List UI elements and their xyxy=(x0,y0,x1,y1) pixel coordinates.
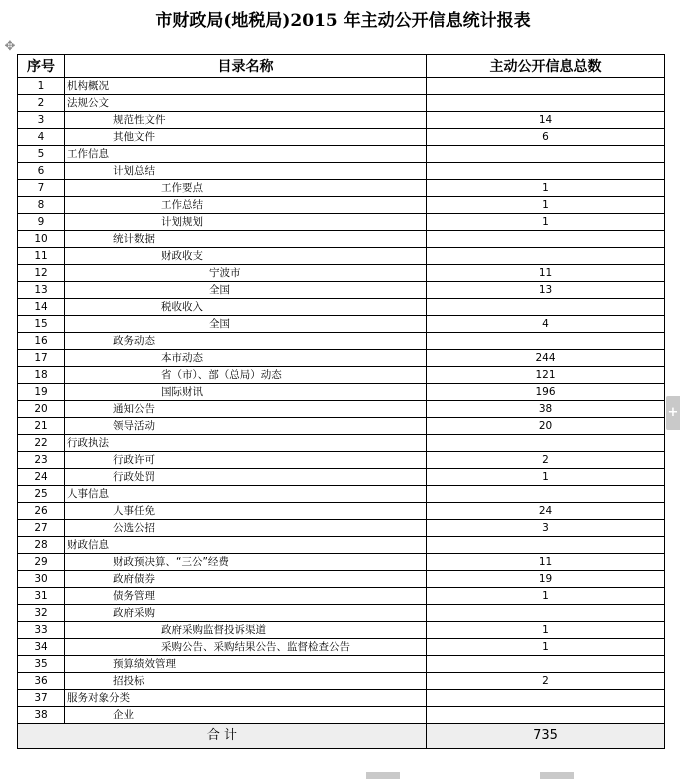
row-seq: 4 xyxy=(18,129,65,146)
plus-icon[interactable]: + xyxy=(666,396,680,430)
row-count xyxy=(427,248,665,265)
report-title: 市财政局(地税局)2015 年主动公开信息统计报表 xyxy=(155,11,531,31)
row-seq: 18 xyxy=(18,367,65,384)
row-count: 2 xyxy=(427,673,665,690)
total-label: 合 计 xyxy=(18,724,427,749)
row-seq: 30 xyxy=(18,571,65,588)
table-header-row xyxy=(18,55,665,78)
row-name: 税收收入 xyxy=(65,299,427,316)
table-body xyxy=(18,78,665,724)
row-seq: 11 xyxy=(18,248,65,265)
table-row xyxy=(18,384,665,401)
row-name: 通知公告 xyxy=(65,401,427,418)
row-seq: 15 xyxy=(18,316,65,333)
table-row xyxy=(18,214,665,231)
row-seq: 31 xyxy=(18,588,65,605)
table-row xyxy=(18,197,665,214)
row-seq: 2 xyxy=(18,95,65,112)
table-row xyxy=(18,707,665,724)
row-count: 3 xyxy=(427,520,665,537)
table-row xyxy=(18,418,665,435)
row-name: 省（市）、部（总局）动态 xyxy=(65,367,427,384)
row-seq: 25 xyxy=(18,486,65,503)
row-name: 企业 xyxy=(65,707,427,724)
row-count xyxy=(427,486,665,503)
table-row xyxy=(18,78,665,95)
row-seq: 35 xyxy=(18,656,65,673)
row-name: 工作信息 xyxy=(65,146,427,163)
row-name: 宁波市 xyxy=(65,265,427,282)
table-row xyxy=(18,112,665,129)
table-row xyxy=(18,605,665,622)
row-name: 政府债券 xyxy=(65,571,427,588)
table-row xyxy=(18,282,665,299)
row-count xyxy=(427,95,665,112)
row-name: 机构概况 xyxy=(65,78,427,95)
row-name: 统计数据 xyxy=(65,231,427,248)
row-name: 财政收支 xyxy=(65,248,427,265)
table-row xyxy=(18,316,665,333)
row-count: 1 xyxy=(427,214,665,231)
row-name: 公选公招 xyxy=(65,520,427,537)
table-row xyxy=(18,350,665,367)
row-count: 244 xyxy=(427,350,665,367)
table-row xyxy=(18,588,665,605)
row-count: 14 xyxy=(427,112,665,129)
row-count: 11 xyxy=(427,554,665,571)
row-seq: 7 xyxy=(18,180,65,197)
row-name: 规范性文件 xyxy=(65,112,427,129)
row-name: 法规公文 xyxy=(65,95,427,112)
row-name: 服务对象分类 xyxy=(65,690,427,707)
table-row xyxy=(18,673,665,690)
row-count xyxy=(427,163,665,180)
row-seq: 12 xyxy=(18,265,65,282)
row-count: 11 xyxy=(427,265,665,282)
table-row xyxy=(18,452,665,469)
row-seq: 21 xyxy=(18,418,65,435)
table-row xyxy=(18,503,665,520)
row-name: 债务管理 xyxy=(65,588,427,605)
table-row xyxy=(18,265,665,282)
table-row xyxy=(18,622,665,639)
row-count: 196 xyxy=(427,384,665,401)
row-name: 工作要点 xyxy=(65,180,427,197)
row-seq: 1 xyxy=(18,78,65,95)
row-count: 1 xyxy=(427,639,665,656)
row-name: 行政执法 xyxy=(65,435,427,452)
row-name: 计划规划 xyxy=(65,214,427,231)
row-name: 采购公告、采购结果公告、监督检查公告 xyxy=(65,639,427,656)
row-seq: 5 xyxy=(18,146,65,163)
table-row xyxy=(18,180,665,197)
row-seq: 3 xyxy=(18,112,65,129)
row-name: 国际财讯 xyxy=(65,384,427,401)
table-row xyxy=(18,520,665,537)
row-count: 4 xyxy=(427,316,665,333)
row-count: 20 xyxy=(427,418,665,435)
row-seq: 33 xyxy=(18,622,65,639)
row-name: 政府采购 xyxy=(65,605,427,622)
row-seq: 24 xyxy=(18,469,65,486)
table-row xyxy=(18,401,665,418)
table-row xyxy=(18,656,665,673)
table-row xyxy=(18,299,665,316)
table-row xyxy=(18,469,665,486)
table-row xyxy=(18,248,665,265)
table-row xyxy=(18,95,665,112)
row-seq: 16 xyxy=(18,333,65,350)
row-seq: 10 xyxy=(18,231,65,248)
row-name: 政务动态 xyxy=(65,333,427,350)
row-seq: 17 xyxy=(18,350,65,367)
row-name: 本市动态 xyxy=(65,350,427,367)
row-seq: 8 xyxy=(18,197,65,214)
row-seq: 32 xyxy=(18,605,65,622)
row-name: 行政处罚 xyxy=(65,469,427,486)
row-name: 领导活动 xyxy=(65,418,427,435)
row-name: 其他文件 xyxy=(65,129,427,146)
table-row xyxy=(18,367,665,384)
row-name: 行政许可 xyxy=(65,452,427,469)
table-row xyxy=(18,146,665,163)
statistics-table xyxy=(17,54,665,749)
row-seq: 22 xyxy=(18,435,65,452)
row-count: 1 xyxy=(427,180,665,197)
table-row xyxy=(18,129,665,146)
row-count: 121 xyxy=(427,367,665,384)
row-seq: 37 xyxy=(18,690,65,707)
table-row xyxy=(18,231,665,248)
row-name: 全国 xyxy=(65,282,427,299)
row-count xyxy=(427,299,665,316)
row-name: 工作总结 xyxy=(65,197,427,214)
table-row xyxy=(18,163,665,180)
row-seq: 36 xyxy=(18,673,65,690)
row-seq: 13 xyxy=(18,282,65,299)
move-arrows-icon[interactable]: ✥ xyxy=(4,39,16,54)
row-count xyxy=(427,605,665,622)
row-count: 24 xyxy=(427,503,665,520)
minus-icon[interactable] xyxy=(366,772,400,779)
row-seq: 38 xyxy=(18,707,65,724)
table-row xyxy=(18,435,665,452)
row-name: 全国 xyxy=(65,316,427,333)
total-value: 735 xyxy=(427,724,665,749)
table-row xyxy=(18,554,665,571)
row-name: 人事信息 xyxy=(65,486,427,503)
row-count xyxy=(427,707,665,724)
row-count xyxy=(427,146,665,163)
row-seq: 19 xyxy=(18,384,65,401)
total-row xyxy=(18,724,665,749)
row-seq: 14 xyxy=(18,299,65,316)
row-seq: 27 xyxy=(18,520,65,537)
table-row xyxy=(18,486,665,503)
row-count: 1 xyxy=(427,588,665,605)
row-count xyxy=(427,231,665,248)
table-row xyxy=(18,639,665,656)
row-count xyxy=(427,333,665,350)
row-name: 政府采购监督投诉渠道 xyxy=(65,622,427,639)
header-seq: 序号 xyxy=(18,55,65,78)
minus-icon[interactable] xyxy=(540,772,574,779)
row-count: 1 xyxy=(427,622,665,639)
row-name: 招投标 xyxy=(65,673,427,690)
table-row xyxy=(18,690,665,707)
row-count: 2 xyxy=(427,452,665,469)
row-seq: 34 xyxy=(18,639,65,656)
row-name: 人事任免 xyxy=(65,503,427,520)
header-name: 目录名称 xyxy=(65,55,427,78)
row-count xyxy=(427,78,665,95)
row-name: 财政预决算、“三公”经费 xyxy=(65,554,427,571)
row-seq: 26 xyxy=(18,503,65,520)
table-row xyxy=(18,537,665,554)
row-count xyxy=(427,537,665,554)
row-count: 19 xyxy=(427,571,665,588)
row-seq: 6 xyxy=(18,163,65,180)
row-seq: 23 xyxy=(18,452,65,469)
row-count: 13 xyxy=(427,282,665,299)
row-seq: 20 xyxy=(18,401,65,418)
row-count: 1 xyxy=(427,197,665,214)
row-count: 38 xyxy=(427,401,665,418)
row-count xyxy=(427,435,665,452)
table-row xyxy=(18,571,665,588)
row-name: 财政信息 xyxy=(65,537,427,554)
table-row xyxy=(18,333,665,350)
row-name: 计划总结 xyxy=(65,163,427,180)
row-seq: 29 xyxy=(18,554,65,571)
row-count: 1 xyxy=(427,469,665,486)
row-seq: 28 xyxy=(18,537,65,554)
row-count: 6 xyxy=(427,129,665,146)
row-name: 预算绩效管理 xyxy=(65,656,427,673)
header-count: 主动公开信息总数 xyxy=(427,55,665,78)
row-count xyxy=(427,656,665,673)
row-count xyxy=(427,690,665,707)
row-seq: 9 xyxy=(18,214,65,231)
